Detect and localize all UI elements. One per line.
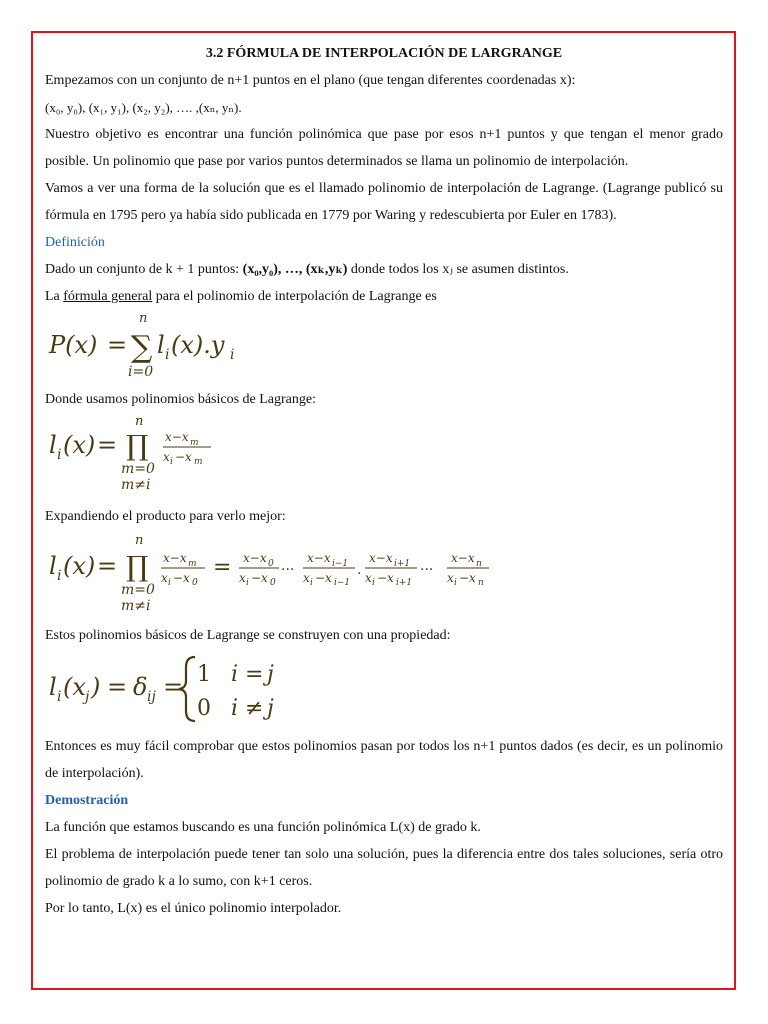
svg-text:x: x [239, 571, 246, 585]
svg-text:−x: −x [377, 571, 394, 585]
svg-text:n: n [476, 559, 482, 569]
formula-general-link: fórmula general [63, 289, 153, 304]
svg-text:i: i [246, 578, 249, 588]
definition-text-a: Dado un conjunto de k + 1 puntos: [45, 262, 243, 277]
svg-text:m≠i: m≠i [121, 598, 151, 614]
svg-text:n: n [478, 578, 484, 588]
svg-text:): ) [91, 673, 101, 701]
svg-text:i−1: i−1 [334, 578, 351, 588]
svg-text:x: x [163, 450, 170, 464]
svg-text:x−x: x−x [163, 551, 187, 565]
svg-text:=: = [163, 673, 184, 701]
svg-text:m: m [194, 457, 203, 467]
equation-lagrange-polynomial [45, 310, 723, 380]
proof-line-2: El problema de interpolación puede tener tan solo una solución, pues la diferencia entre dos tales soluciones, sería otro polinomio de grado k a lo sumo, con k+1 ceros. [45, 847, 723, 889]
svg-text:=: = [107, 331, 128, 359]
svg-text:i: i [454, 578, 457, 588]
svg-text:l: l [157, 331, 165, 359]
page-title: 3.2 FÓRMULA DE INTERPOLACIÓN DE LARGRANGE [205, 46, 563, 61]
points-list: (x₀, y₀), (x₁, y₁), (x₂, y₂), …. ,(xₙ, yₙ). [45, 100, 242, 115]
proof-heading: Demostración [45, 793, 129, 808]
objective-paragraph: Nuestro objetivo es encontrar una función polinómica que pase por esos n+1 puntos y que tengan el menor grado posible. Un polinomio que pase por varios puntos determinados se llama un polinomio de interpolación. [45, 127, 723, 169]
svg-text:···: ··· [281, 562, 295, 578]
svg-text:i−1: i−1 [332, 559, 349, 569]
svg-text:=: = [97, 552, 118, 580]
svg-text:j: j [85, 689, 90, 705]
svg-text:n: n [139, 311, 148, 326]
proof-line-3: Por lo tanto, L(x) es el único polinomio interpolador. [45, 901, 342, 916]
svg-text:1: 1 [197, 662, 211, 687]
svg-text:(x): (x) [63, 431, 96, 459]
svg-text:=: = [97, 431, 118, 459]
formula-intro [45, 283, 723, 310]
svg-text:P(x): P(x) [49, 331, 98, 359]
svg-text:.: . [357, 562, 362, 578]
equation-kronecker-delta [45, 649, 723, 727]
property-intro: Estos polinomios básicos de Lagrange se construyen con una propiedad: [45, 628, 451, 643]
svg-text:−x: −x [175, 450, 192, 464]
svg-text:=: = [245, 662, 264, 687]
basic-polynomials-intro: Donde usamos polinomios básicos de Lagrange: [45, 392, 317, 407]
svg-text:m=0: m=0 [121, 582, 155, 598]
svg-text:i: i [230, 347, 235, 363]
proof-line-1: La función que estamos buscando es una función polinómica L(x) de grado k. [45, 820, 481, 835]
svg-text:0: 0 [197, 696, 211, 721]
svg-text:l: l [49, 431, 57, 459]
svg-text:δ: δ [133, 673, 148, 701]
formula-intro-a: La [45, 289, 64, 304]
svg-text:i+1: i+1 [396, 578, 413, 588]
svg-text:x−x: x−x [369, 551, 393, 565]
svg-text:i: i [231, 662, 239, 687]
svg-text:i: i [57, 447, 62, 463]
equation-expanded-product [45, 530, 723, 620]
svg-text:−x: −x [459, 571, 476, 585]
svg-text:ij: ij [147, 689, 156, 705]
svg-text:x−x: x−x [243, 551, 267, 565]
svg-text:x−x: x−x [165, 430, 189, 444]
svg-text:(x: (x [63, 673, 86, 701]
expand-intro: Expandiendo el producto para verlo mejor: [45, 509, 286, 524]
svg-text:x−x: x−x [307, 551, 331, 565]
conclusion-paragraph: Entonces es muy fácil comprobar que estos polinomios pasan por todos los n+1 puntos dados (es decir, es un polinomio de interpolación). [45, 739, 723, 781]
svg-text:x: x [365, 571, 372, 585]
svg-text:≠: ≠ [245, 696, 264, 721]
svg-text:−x: −x [315, 571, 332, 585]
svg-text:∑: ∑ [131, 330, 153, 365]
svg-text:i+1: i+1 [394, 559, 411, 569]
history-paragraph: Vamos a ver una forma de la solución que es el llamado polinomio de interpolación de Lagrange. (Lagrange publicó su fórmula en 1795 pero ya había sido publicada en 1779 por Waring y redescubierta por Euler en 1783). [45, 181, 723, 223]
svg-text:i: i [231, 696, 239, 721]
svg-text:0: 0 [192, 578, 198, 588]
svg-text:j: j [267, 662, 274, 687]
definition-text-b: donde todos los xⱼ se asumen distintos. [347, 262, 569, 277]
svg-text:l: l [49, 673, 57, 701]
document-body [45, 41, 723, 922]
svg-text:x: x [447, 571, 454, 585]
svg-text:m≠i: m≠i [121, 477, 151, 493]
svg-text:=: = [107, 673, 128, 701]
svg-text:x: x [303, 571, 310, 585]
svg-text:(x).y: (x).y [171, 331, 225, 359]
svg-text:∏: ∏ [126, 550, 149, 583]
svg-text:i: i [57, 689, 62, 705]
svg-text:m: m [190, 438, 199, 448]
svg-text:i: i [170, 457, 173, 467]
definition-points: (x₀,y₀), …, (xₖ,yₖ) [242, 262, 348, 277]
svg-text:l: l [49, 552, 57, 580]
svg-text:−x: −x [251, 571, 268, 585]
svg-text:x−x: x−x [451, 551, 475, 565]
svg-text:n: n [135, 533, 144, 548]
definition-heading: Definición [45, 235, 105, 250]
svg-text:m: m [188, 559, 197, 569]
svg-text:i=0: i=0 [128, 364, 154, 380]
svg-text:i: i [165, 347, 170, 363]
definition-paragraph [45, 256, 723, 283]
svg-text:∏: ∏ [126, 429, 149, 462]
intro-paragraph: Empezamos con un conjunto de n+1 puntos en el plano (que tengan diferentes coordenadas x): [45, 73, 576, 88]
svg-text:=: = [213, 555, 232, 580]
equation-basic-polynomial [45, 413, 723, 499]
svg-text:(x): (x) [63, 552, 96, 580]
svg-text:0: 0 [270, 578, 276, 588]
svg-text:n: n [135, 414, 144, 429]
svg-text:x: x [161, 571, 168, 585]
svg-text:0: 0 [268, 559, 274, 569]
svg-text:m=0: m=0 [121, 461, 155, 477]
svg-text:i: i [168, 578, 171, 588]
svg-text:i: i [57, 568, 62, 584]
svg-text:···: ··· [420, 562, 434, 578]
svg-text:−x: −x [173, 571, 190, 585]
svg-text:j: j [267, 696, 274, 721]
svg-text:i: i [310, 578, 313, 588]
svg-text:i: i [372, 578, 375, 588]
formula-intro-b: para el polinomio de interpolación de Lagrange es [152, 289, 437, 304]
